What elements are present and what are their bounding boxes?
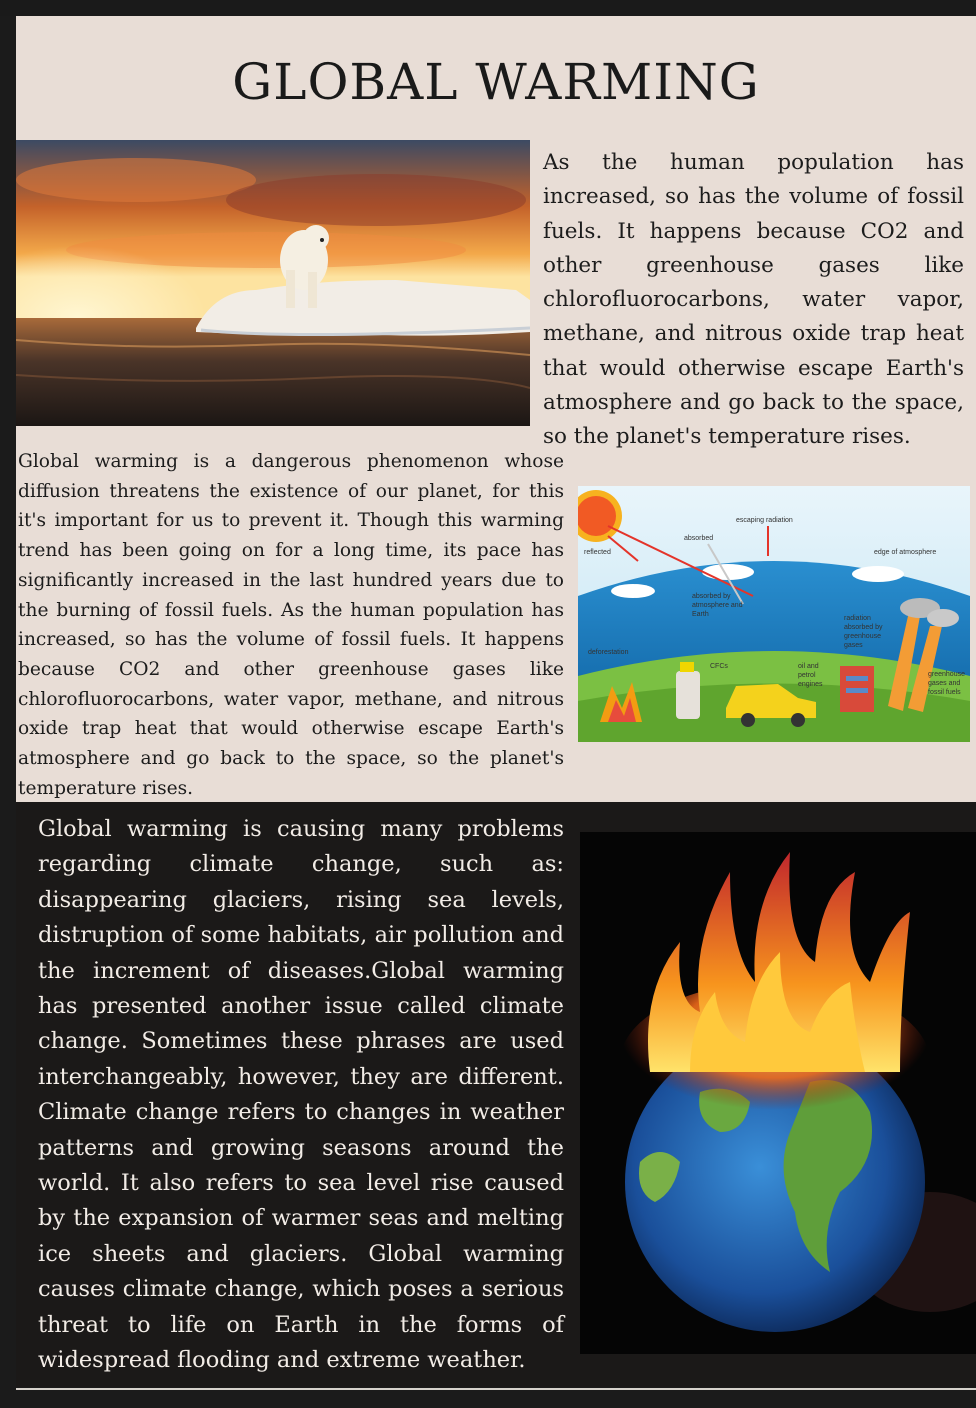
paragraph-top-right: As the human population has increased, so has the volume of fossil fuels. It happens because CO2 and other greenhouse gases like chlorofluorocarbons, water vapor, methane, and nitrous oxide trap heat that would otherwise escape Earth's atmosphere and go back to the space, so the planet's temperature rises. xyxy=(543,150,964,450)
top-border xyxy=(0,0,976,16)
label-gh-2: gases and xyxy=(928,680,961,687)
label-absorbed: absorbed xyxy=(684,535,714,542)
paragraph-dark: Global warming is causing many problems regarding climate change, such as: disappearing glaciers, rising sea levels, distruption of some habitats, air pollution and the increment of diseases.Global warming has presented another issue called climate change. Sometimes these phrases are used interchangeably, however, they are different. Climate change refers to changes in weather patterns and growing seasons around the world. It also refers to sea level rise caused by the expansion of warmer seas and melting ice sheets and glaciers. Global warming causes climate change, which poses a serious threat to life on Earth in the forms of widespread flooding and extreme weather. xyxy=(38,816,564,1374)
burning-globe-image xyxy=(580,832,976,1354)
label-reflected: reflected xyxy=(584,549,611,556)
polar-bear-photo xyxy=(16,140,530,426)
label-radiation-3: greenhouse xyxy=(844,633,881,640)
label-deforestation: deforestation xyxy=(588,649,629,656)
label-absorbed-by-3: Earth xyxy=(692,611,709,618)
label-radiation-1: radiation xyxy=(844,615,871,622)
label-escaping-radiation: escaping radiation xyxy=(736,517,793,524)
label-absorbed-by-1: absorbed by xyxy=(692,593,731,600)
label-radiation-2: absorbed by xyxy=(844,624,883,631)
label-gh-1: greenhouse xyxy=(928,671,965,678)
paragraph-left: Global warming is a dangerous phenomenon whose diffusion threatens the existence of our planet, for this it's important for us to prevent it. Though this warming trend has been going on for a long time, its pace has significantly increased in the last hundred years due to the burning of fossil fuels. As the human population has increased, so has the volume of fossil fuels. It happens because CO2 and other greenhouse gases like chlorofluorocarbons, water vapor, methane, and nitrous oxide trap heat that would otherwise escape Earth's atmosphere and go back to the space, so the planet's temperature rises. xyxy=(18,451,564,799)
label-oil-3: engines xyxy=(798,681,823,688)
label-oil-1: oil and xyxy=(798,663,819,670)
greenhouse-effect-diagram xyxy=(578,486,970,742)
label-oil-2: petrol xyxy=(798,672,816,679)
label-gh-3: fossil fuels xyxy=(928,689,961,696)
page-title: GLOBAL WARMING xyxy=(232,53,760,111)
label-edge-of-atmosphere: edge of atmosphere xyxy=(874,549,937,556)
label-cfcs: CFCs xyxy=(710,663,728,670)
label-absorbed-by-2: atmosphere and xyxy=(692,602,743,609)
label-radiation-4: gases xyxy=(844,642,863,649)
bottom-divider xyxy=(16,1388,976,1390)
